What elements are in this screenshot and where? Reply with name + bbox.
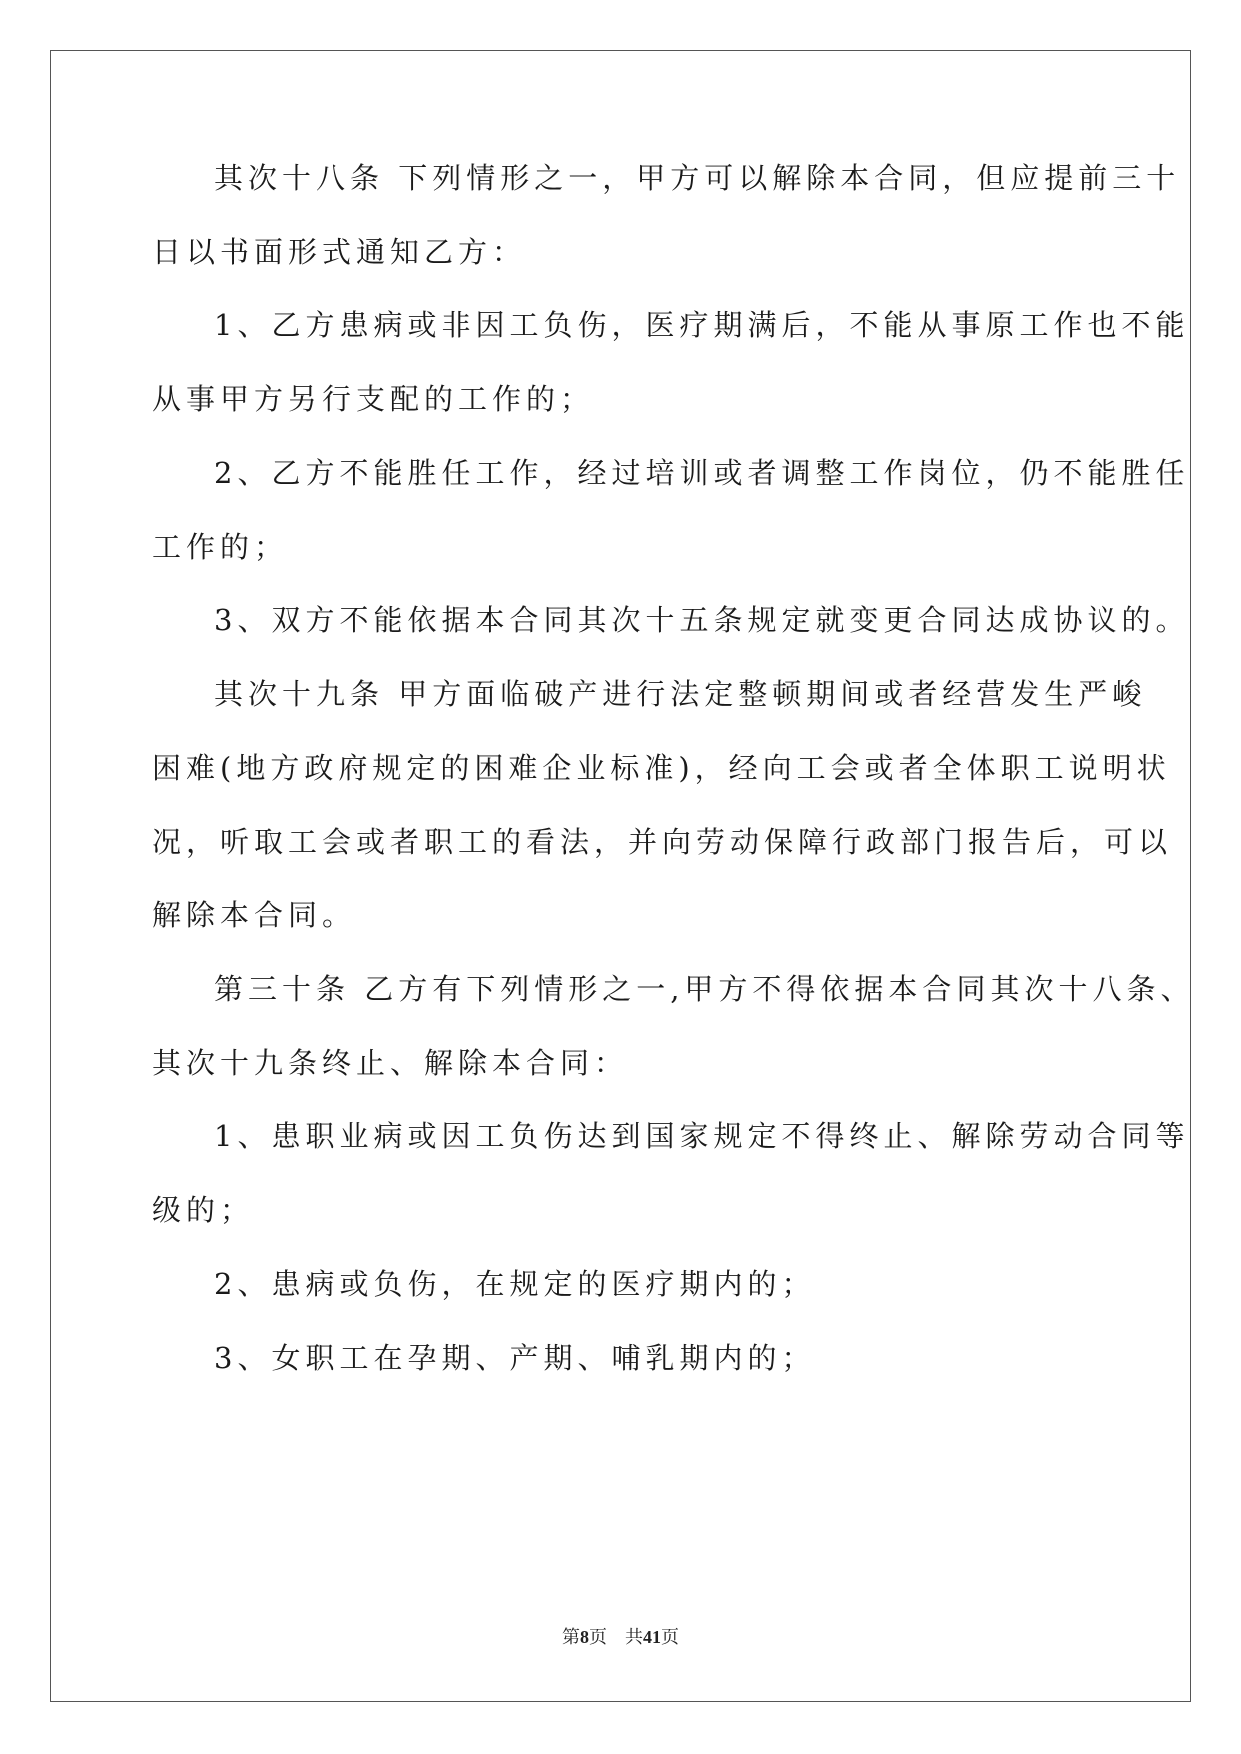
paragraph-line: 2、乙方不能胜任工作，经过培训或者调整工作岗位，仍不能胜任: [214, 456, 1190, 490]
paragraph-line: 工作的；: [152, 530, 289, 564]
total-suffix: 页: [661, 1627, 679, 1647]
total-prefix: 共: [625, 1627, 643, 1647]
page-footer: [0, 1623, 1241, 1649]
page-border: [50, 50, 1191, 1702]
paragraph-line: 第三十条 乙方有下列情形之一,甲方不得依据本合同其次十八条、: [214, 972, 1195, 1006]
page-suffix: 页: [589, 1627, 607, 1647]
page-number: 8: [580, 1627, 589, 1647]
paragraph-line: 1、乙方患病或非因工负伤，医疗期满后，不能从事原工作也不能: [214, 308, 1190, 342]
paragraph-line: 3、双方不能依据本合同其次十五条规定就变更合同达成协议的。: [214, 603, 1190, 637]
paragraph-line: 级的；: [152, 1193, 255, 1227]
paragraph-line: 解除本合同。: [152, 898, 357, 932]
page-prefix: 第: [562, 1627, 580, 1647]
paragraph-line: 3、女职工在孕期、产期、哺乳期内的；: [214, 1341, 816, 1375]
paragraph-line: 日以书面形式通知乙方：: [152, 235, 527, 269]
paragraph-line: 其次十九条 甲方面临破产进行法定整顿期间或者经营发生严峻: [214, 677, 1147, 711]
paragraph-line: 从事甲方另行支配的工作的；: [152, 382, 595, 416]
paragraph-line: 况，听取工会或者职工的看法，并向劳动保障行政部门报告后，可以: [152, 825, 1173, 859]
total-pages: 41: [643, 1627, 661, 1647]
paragraph-line: 1、患职业病或因工负伤达到国家规定不得终止、解除劳动合同等: [214, 1119, 1190, 1153]
paragraph-line: 2、患病或负伤，在规定的医疗期内的；: [214, 1267, 816, 1301]
paragraph-line: 其次十八条 下列情形之一，甲方可以解除本合同，但应提前三十: [214, 161, 1181, 195]
paragraph-line: 其次十九条终止、解除本合同：: [152, 1046, 629, 1080]
paragraph-line: 困难(地方政府规定的困难企业标准)，经向工会或者全体职工说明状: [152, 751, 1171, 785]
